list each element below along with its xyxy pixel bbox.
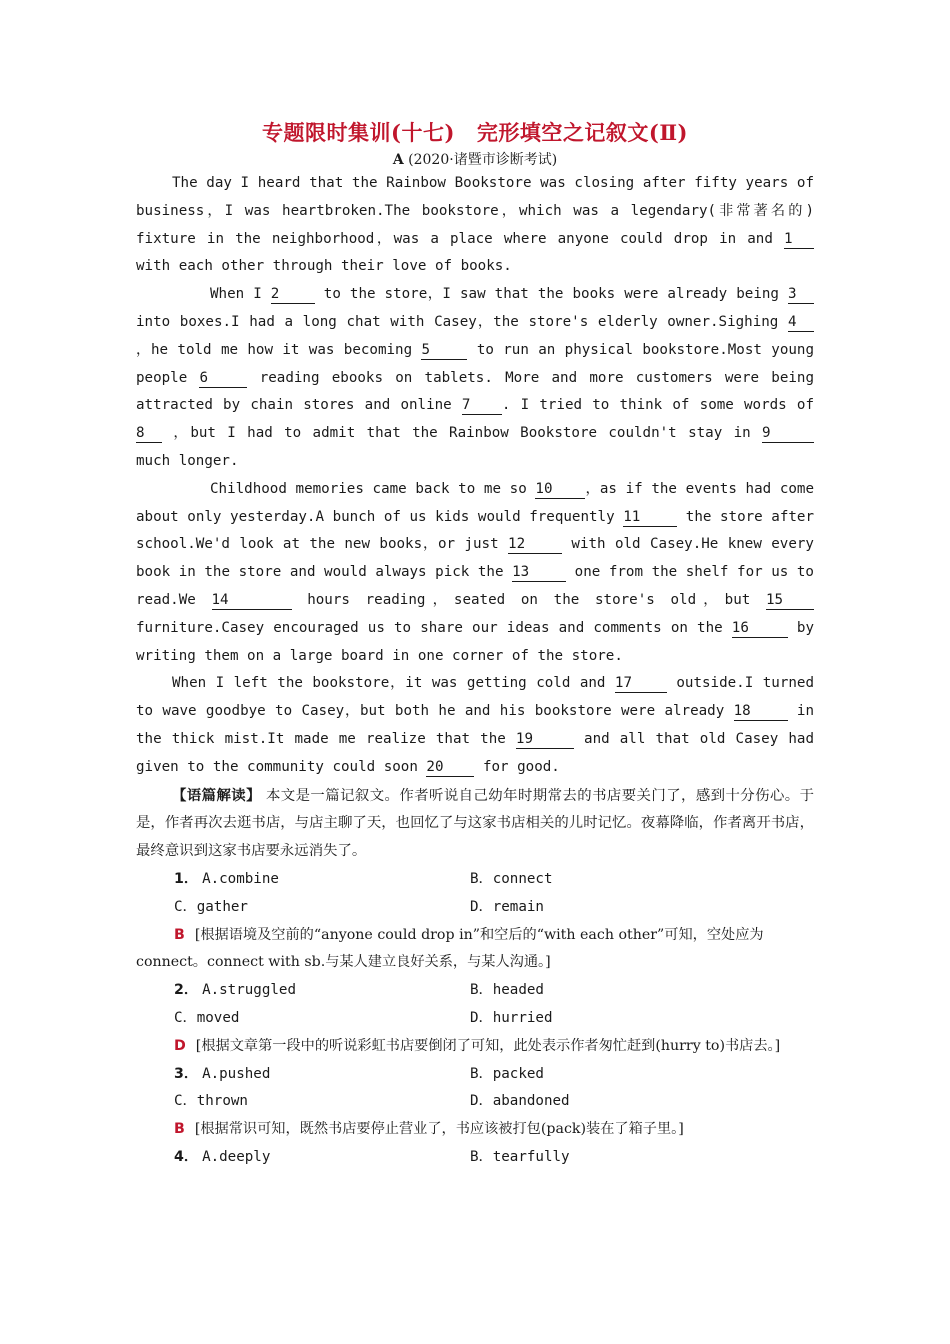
option-b: B．tearfully bbox=[470, 1148, 570, 1165]
option-a: A.combine bbox=[202, 870, 279, 887]
page-title bbox=[136, 118, 814, 148]
p2-text: into boxes.I had a long chat with Casey，the store's elderly owner.Sighing bbox=[136, 313, 788, 330]
section-label: A bbox=[392, 152, 404, 168]
reading-analysis-tag: 【语篇解读】 bbox=[172, 786, 261, 804]
p3-text: Childhood memories came back to me so bbox=[210, 480, 536, 497]
option-c: C．thrown bbox=[174, 1093, 248, 1110]
p4-text: and all that old Casey had given to the community could soon bbox=[136, 730, 814, 775]
p2-text: ，he told me how it was becoming bbox=[136, 341, 422, 358]
blank-8: 8 bbox=[136, 424, 162, 443]
reading-analysis bbox=[136, 782, 814, 866]
blank-11: 11 bbox=[623, 508, 677, 527]
blank-14: 14 bbox=[212, 591, 292, 610]
p1-text-b: with each other through their love of books. bbox=[136, 258, 512, 275]
blank-4: 4 bbox=[788, 313, 814, 332]
passage-paragraph-3 bbox=[136, 476, 814, 671]
document-page bbox=[136, 118, 814, 1172]
title-left: 专题限时集训(十七) bbox=[262, 120, 455, 145]
blank-10: 10 bbox=[535, 480, 585, 499]
option-a: A.struggled bbox=[202, 982, 297, 999]
p3-text: furniture.Casey encouraged us to share our ideas and comments on the bbox=[136, 619, 732, 636]
blank-7: 7 bbox=[462, 396, 502, 415]
answer-key: B bbox=[174, 926, 185, 943]
blank-2: 2 bbox=[271, 285, 315, 304]
answer-key: B bbox=[174, 1121, 185, 1138]
blank-1: 1 bbox=[784, 230, 814, 249]
p2-text: reading ebooks on tablets. More and more customers were being attracted by chain stores and online bbox=[136, 369, 814, 414]
blank-5: 5 bbox=[421, 341, 467, 360]
blank-3: 3 bbox=[788, 285, 814, 304]
p2-text: When I bbox=[210, 286, 271, 303]
p2-text: to the store，I saw that the books were already being bbox=[314, 286, 788, 303]
p3-text: by writing them on a large board in one corner of the store. bbox=[136, 619, 815, 664]
passage-paragraph-2 bbox=[136, 281, 814, 476]
blank-15: 15 bbox=[766, 591, 814, 610]
blank-17: 17 bbox=[615, 674, 667, 693]
p3-text: hours reading，seated on the store's old，but bbox=[291, 591, 766, 608]
option-d: D．remain bbox=[470, 898, 544, 915]
question-2-options-ab bbox=[136, 977, 814, 1005]
question-1-options-ab bbox=[136, 866, 814, 894]
explanation-text: [根据文章第一段中的听说彩虹书店要倒闭了可知，此处表示作者匆忙赶到(hurry to)书店去。] bbox=[195, 1037, 781, 1054]
option-a: A.deeply bbox=[202, 1148, 271, 1165]
question-1-options-cd bbox=[136, 894, 814, 922]
p2-text: ，but I had to admit that the Rainbow Bookstore couldn't stay in bbox=[162, 425, 762, 442]
question-3-options-ab bbox=[136, 1061, 814, 1089]
option-d: D．hurried bbox=[470, 1009, 553, 1026]
question-2-options-cd bbox=[136, 1005, 814, 1033]
question-number: 4． bbox=[174, 1148, 199, 1165]
passage-paragraph-4 bbox=[136, 670, 814, 781]
blank-9: 9 bbox=[762, 424, 814, 443]
reading-analysis-text: 本文是一篇记叙文。作者听说自己幼年时期常去的书店要关门了，感到十分伤心。于是，作者再次去逛书店，与店主聊了天，也回忆了与这家书店相关的儿时记忆。夜幕降临，作者离开书店，最终意识到这家书店要永远消失了。 bbox=[136, 787, 814, 860]
passage-paragraph-1 bbox=[136, 170, 814, 281]
p4-text: outside.I turned to wave goodbye to Casey，but both he and his bookstore were already bbox=[136, 675, 814, 720]
p3-text: with old Casey.He knew every book in the store and would always pick the bbox=[136, 536, 814, 581]
p2-text: . I tried to think of some words of bbox=[501, 397, 814, 414]
p2-text: to run an physical bookstore.Most young people bbox=[136, 341, 814, 386]
question-number: 2． bbox=[174, 982, 199, 999]
section-subtitle bbox=[136, 150, 814, 170]
blank-19: 19 bbox=[516, 730, 574, 749]
explanation-text: [根据语境及空前的“anyone could drop in”和空后的“with each other”可知，空处应为connect。connect with sb.与某人建立良好关系，与某人沟通。] bbox=[136, 926, 764, 971]
p4-text: in the thick mist.It made me realize that the bbox=[136, 703, 814, 747]
question-2-explanation bbox=[136, 1033, 814, 1061]
option-a: A.pushed bbox=[202, 1065, 271, 1082]
blank-18: 18 bbox=[734, 702, 788, 721]
blank-12: 12 bbox=[508, 535, 562, 554]
question-number: 1． bbox=[174, 870, 199, 887]
explanation-text: [根据常识可知，既然书店要停止营业了，书应该被打包(pack)装在了箱子里。] bbox=[194, 1121, 684, 1138]
p3-text: one from the shelf for us to read.We bbox=[136, 564, 814, 608]
option-c: C．moved bbox=[174, 1009, 240, 1026]
answer-key: D bbox=[174, 1037, 186, 1054]
option-d: D．abandoned bbox=[470, 1093, 570, 1110]
question-number: 3． bbox=[174, 1065, 199, 1082]
blank-6: 6 bbox=[199, 369, 247, 388]
p3-text: ，as if the events had come about only yesterday.A bunch of us kids would frequently bbox=[136, 480, 814, 525]
question-4-options-ab bbox=[136, 1144, 814, 1172]
option-b: B．connect bbox=[470, 870, 553, 887]
p4-text: for good. bbox=[474, 758, 560, 775]
p2-text: much longer. bbox=[136, 452, 239, 469]
p3-text: the store after school.We'd look at the new books，or just bbox=[136, 508, 814, 553]
p4-text: When I left the bookstore，it was getting cold and bbox=[172, 675, 615, 692]
title-right: 完形填空之记叙文(Ⅱ) bbox=[476, 120, 688, 145]
option-b: B．headed bbox=[470, 982, 544, 999]
blank-20: 20 bbox=[426, 758, 474, 777]
blank-13: 13 bbox=[512, 563, 566, 582]
p1-text-a: The day I heard that the Rainbow Bookstore was closing after fifty years of business，I was heartbroken.The bookstore，which was a legendary(非常著名的) fixture in the neighborhood，was a place where anyone could drop in and bbox=[136, 175, 814, 247]
question-3-options-cd bbox=[136, 1088, 814, 1116]
blank-16: 16 bbox=[732, 619, 788, 638]
option-c: C．gather bbox=[174, 898, 248, 915]
question-3-explanation bbox=[136, 1116, 814, 1144]
exam-source: (2020·诸暨市诊断考试) bbox=[408, 152, 558, 168]
question-1-explanation bbox=[136, 922, 814, 978]
option-b: B．packed bbox=[470, 1065, 544, 1082]
